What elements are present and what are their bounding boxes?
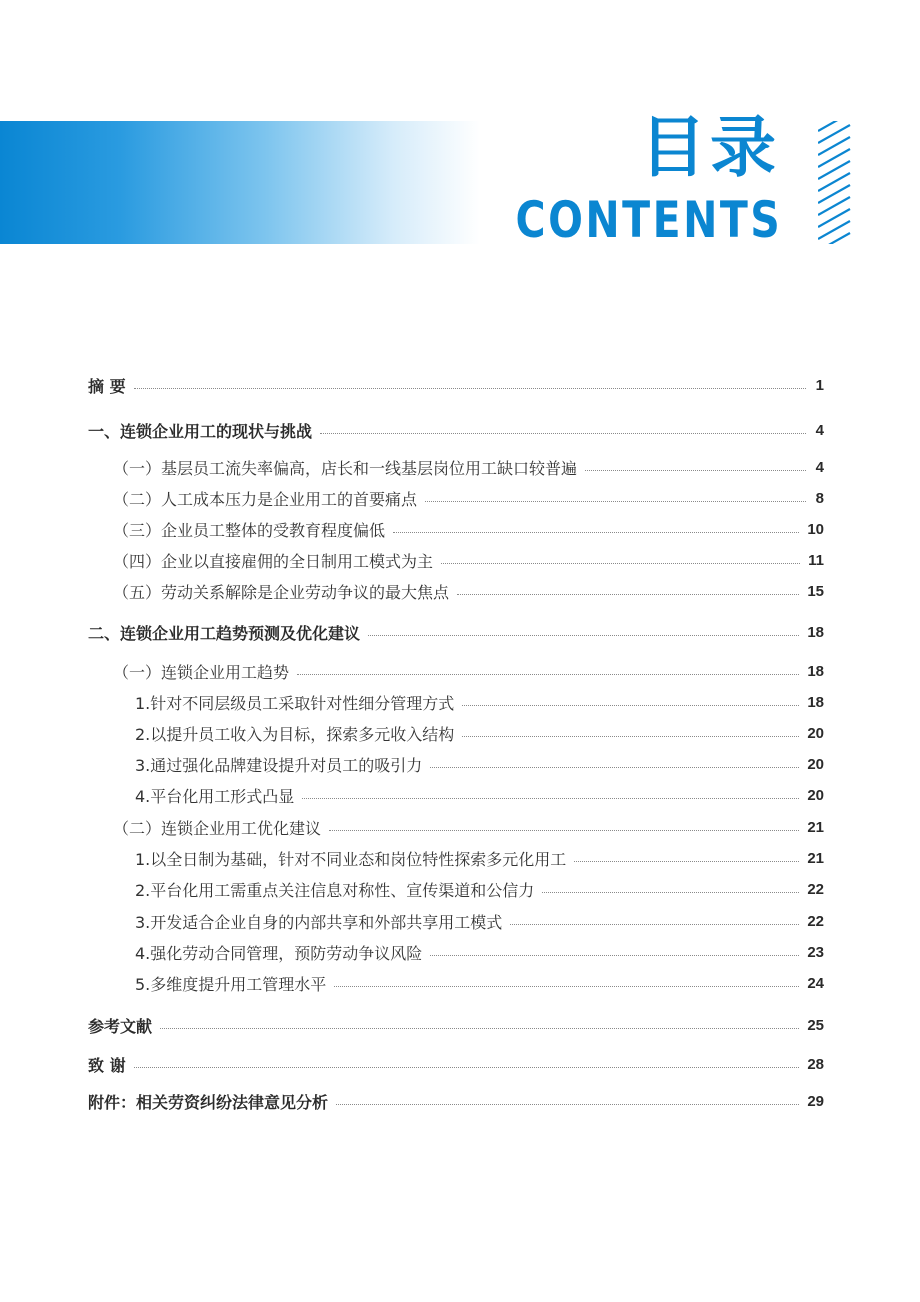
dotted-leader: [510, 924, 799, 925]
toc-entry-title: 4.平台化用工形式凸显: [135, 786, 295, 806]
toc-entry-title: 5.多维度提升用工管理水平: [135, 974, 327, 994]
toc-entry-title: 1.针对不同层级员工采取针对性细分管理方式: [135, 693, 455, 713]
toc-entry[interactable]: [113, 517, 824, 541]
toc-entry[interactable]: [135, 846, 824, 870]
toc-entry[interactable]: [113, 815, 824, 839]
toc-page-number: 1: [815, 376, 824, 394]
toc-entry-title: （三）企业员工整体的受教育程度偏低: [113, 520, 386, 540]
toc-entry-title: （二）连锁企业用工优化建议: [113, 818, 322, 838]
dotted-leader: [334, 986, 799, 987]
toc-page-number: 21: [807, 849, 824, 867]
toc-entry-title: 1.以全日制为基础，针对不同业态和岗位特性探索多元化用工: [135, 849, 567, 869]
toc-entry-title: （四）企业以直接雇佣的全日制用工模式为主: [113, 551, 434, 571]
toc-page-number: 18: [807, 693, 824, 711]
toc-entry-title: 3.通过强化品牌建设提升对员工的吸引力: [135, 755, 423, 775]
toc-page-number: 22: [807, 880, 824, 898]
dotted-leader: [585, 470, 806, 471]
toc-page-number: 22: [807, 912, 824, 930]
toc-entry[interactable]: [135, 721, 824, 745]
dotted-leader: [393, 532, 799, 533]
toc-page-number: 23: [807, 943, 824, 961]
toc-entry[interactable]: [135, 971, 824, 995]
toc-entry-title: 2.平台化用工需重点关注信息对称性、宣传渠道和公信力: [135, 880, 535, 900]
dotted-leader: [160, 1028, 799, 1029]
toc-page-number: 25: [807, 1016, 824, 1034]
toc-entry[interactable]: [88, 620, 824, 644]
dotted-leader: [134, 388, 806, 389]
toc-entry-title: 一、连锁企业用工的现状与挑战: [88, 421, 313, 441]
toc-entry[interactable]: [113, 579, 824, 603]
toc-entry[interactable]: [135, 752, 824, 776]
dotted-leader: [542, 892, 799, 893]
toc-entry[interactable]: [88, 1089, 824, 1113]
toc-entry-title: 2.以提升员工收入为目标，探索多元收入结构: [135, 724, 455, 744]
toc-entry[interactable]: [113, 659, 824, 683]
toc-entry-title: 二、连锁企业用工趋势预测及优化建议: [88, 623, 361, 643]
toc-page-number: 20: [807, 755, 824, 773]
toc-entry[interactable]: [88, 1013, 824, 1037]
toc-page-number: 8: [815, 489, 824, 507]
toc-page-number: 20: [807, 724, 824, 742]
toc-page-number: 28: [807, 1055, 824, 1073]
toc-page-number: 18: [807, 662, 824, 680]
dotted-leader: [425, 501, 806, 502]
toc-entry[interactable]: [113, 455, 824, 479]
toc-entry-title: 附件：相关劳资纠纷法律意见分析: [88, 1092, 329, 1112]
toc-page-number: 11: [808, 551, 824, 569]
dotted-leader: [320, 433, 806, 434]
dotted-leader: [134, 1067, 800, 1068]
toc-entry[interactable]: [88, 1052, 824, 1076]
toc-entry[interactable]: [88, 373, 824, 397]
dotted-leader: [441, 563, 800, 564]
dotted-leader: [329, 830, 799, 831]
dotted-leader: [368, 635, 799, 636]
toc-entry-title: （二）人工成本压力是企业用工的首要痛点: [113, 489, 418, 509]
toc-page-number: 29: [807, 1092, 824, 1110]
dotted-leader: [574, 861, 799, 862]
toc-entry[interactable]: [135, 909, 824, 933]
dotted-leader: [430, 955, 799, 956]
toc-entry-title: （一）基层员工流失率偏高，店长和一线基层岗位用工缺口较普遍: [113, 458, 578, 478]
dotted-leader: [297, 674, 799, 675]
toc-entry[interactable]: [135, 877, 824, 901]
toc-entry-title: 参考文献: [88, 1016, 153, 1036]
toc-page-number: 10: [807, 520, 824, 538]
contents-title-english: CONTENTS: [515, 191, 782, 249]
toc-entry[interactable]: [113, 548, 824, 572]
toc-page-number: 4: [815, 421, 824, 439]
dotted-leader: [302, 798, 799, 799]
dotted-leader: [430, 767, 799, 768]
toc-entry-title: 摘 要: [88, 376, 126, 396]
dotted-leader: [457, 594, 799, 595]
toc-entry-title: 致 谢: [88, 1055, 126, 1075]
dotted-leader: [336, 1104, 799, 1105]
toc-entry-title: 4.强化劳动合同管理，预防劳动争议风险: [135, 943, 423, 963]
dotted-leader: [462, 736, 799, 737]
toc-entry[interactable]: [135, 783, 824, 807]
toc-page-number: 24: [807, 974, 824, 992]
toc-entry[interactable]: [135, 690, 824, 714]
toc-entry-title: 3.开发适合企业自身的内部共享和外部共享用工模式: [135, 912, 503, 932]
dotted-leader: [462, 705, 799, 706]
toc-page-number: 21: [807, 818, 824, 836]
toc-page-number: 4: [815, 458, 824, 476]
toc-entry[interactable]: [135, 940, 824, 964]
toc-entry-title: （五）劳动关系解除是企业劳动争议的最大焦点: [113, 582, 450, 602]
toc-page-number: 20: [807, 786, 824, 804]
toc-page-number: 18: [807, 623, 824, 641]
contents-title-chinese: 目录: [640, 109, 780, 186]
toc-page-number: 15: [807, 582, 824, 600]
toc-entry-title: （一）连锁企业用工趋势: [113, 662, 290, 682]
toc-entry[interactable]: [88, 418, 824, 442]
toc-entry[interactable]: [113, 486, 824, 510]
